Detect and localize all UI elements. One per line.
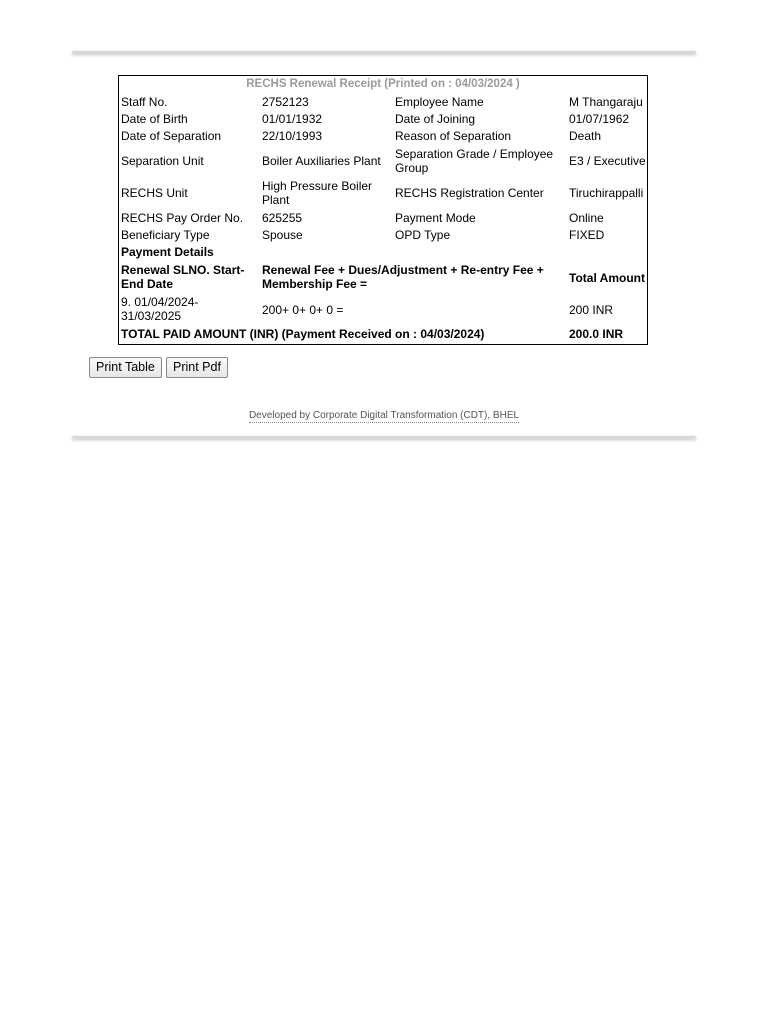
col-header-total: Total Amount xyxy=(569,271,645,285)
staff-no-value: 2752123 xyxy=(262,95,309,109)
bottom-divider xyxy=(72,436,696,439)
sep-unit-value: Boiler Auxiliaries Plant xyxy=(262,154,381,168)
payment-details-title: Payment Details xyxy=(121,245,214,259)
print-table-button[interactable]: Print Table xyxy=(89,357,162,378)
dos-value: 22/10/1993 xyxy=(262,129,323,143)
rechs-unit-label: RECHS Unit xyxy=(121,186,188,200)
payment-mode-label: Payment Mode xyxy=(395,211,476,225)
beneficiary-label: Beneficiary Type xyxy=(121,228,210,242)
opd-value: FIXED xyxy=(569,228,605,242)
payment-row-slno: 9. 01/04/2024-31/03/2025 xyxy=(121,295,199,323)
employee-name-label: Employee Name xyxy=(395,95,484,109)
top-divider xyxy=(72,51,696,54)
opd-label: OPD Type xyxy=(395,228,451,242)
dob-label: Date of Birth xyxy=(121,112,188,126)
dos-label: Date of Separation xyxy=(121,129,222,143)
employee-name-value: M Thangaraju xyxy=(569,95,643,109)
footer-link[interactable]: Developed by Corporate Digital Transformation (CDT), BHEL xyxy=(248,410,520,421)
receipt-caption: RECHS Renewal Receipt (Printed on : 04/03/2024 ) xyxy=(246,78,520,90)
receipt-table xyxy=(118,75,648,345)
payment-row-calc: 200+ 0+ 0+ 0 = xyxy=(262,303,344,317)
col-header-slno: Renewal SLNO. Start-End Date xyxy=(121,263,245,291)
col-header-fee: Renewal Fee + Dues/Adjustment + Re-entry Fee + Membership Fee = xyxy=(262,263,544,291)
sep-grade-value: E3 / Executive xyxy=(569,154,646,168)
reason-value: Death xyxy=(569,129,602,143)
reason-label: Reason of Separation xyxy=(395,129,512,143)
pay-order-value: 625255 xyxy=(262,211,303,225)
dob-value: 01/01/1932 xyxy=(262,112,323,126)
sep-unit-label: Separation Unit xyxy=(121,154,204,168)
doj-label: Date of Joining xyxy=(395,112,476,126)
reg-center-value: Tiruchirappalli xyxy=(569,186,644,200)
pay-order-label: RECHS Pay Order No. xyxy=(121,211,244,225)
reg-center-label: RECHS Registration Center xyxy=(395,186,544,200)
print-pdf-button[interactable]: Print Pdf xyxy=(166,357,228,378)
payment-mode-value: Online xyxy=(569,211,604,225)
beneficiary-value: Spouse xyxy=(262,228,303,242)
payment-row-amount: 200 INR xyxy=(569,303,614,317)
sep-grade-label: Separation Grade / Employee Group xyxy=(395,147,554,175)
rechs-unit-value: High Pressure Boiler Plant xyxy=(262,179,373,207)
total-paid-value: 200.0 INR xyxy=(569,327,624,341)
staff-no-label: Staff No. xyxy=(121,95,168,109)
footer xyxy=(0,410,768,421)
total-paid-label: TOTAL PAID AMOUNT (INR) (Payment Received on : 04/03/2024) xyxy=(121,327,485,341)
doj-value: 01/07/1962 xyxy=(569,112,630,126)
